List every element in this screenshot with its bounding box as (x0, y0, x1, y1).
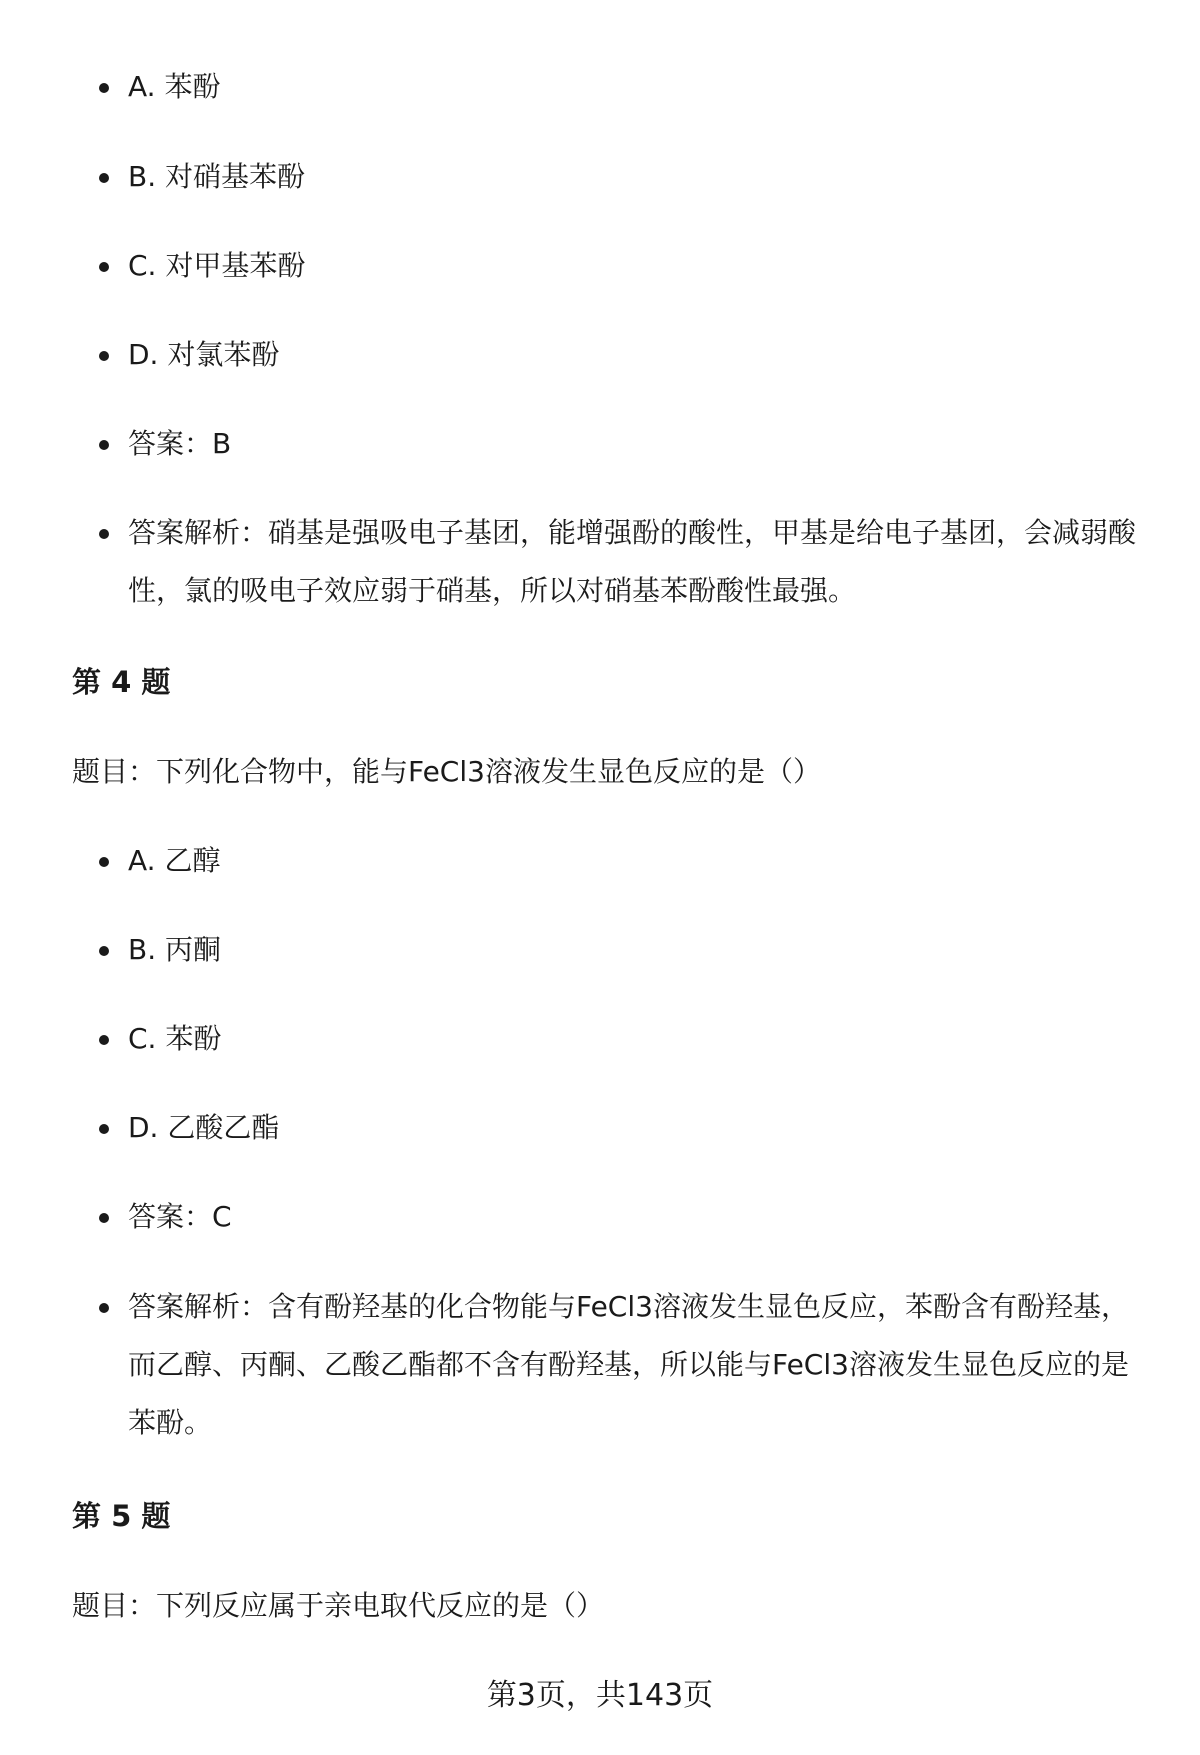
q3-analysis (128, 504, 1148, 620)
option-text: B. 对硝基苯酚 (128, 160, 306, 193)
q4-option-d (128, 1099, 1148, 1157)
q4-answer (128, 1188, 1148, 1246)
q3-option-d (128, 326, 1148, 384)
bullet-icon (99, 1303, 109, 1313)
analysis-text: 答案解析：含有酚羟基的化合物能与FeCl3溶液发生显色反应，苯酚含有酚羟基，而乙醇、丙酮、乙酸乙酯都不含有酚羟基，所以能与FeCl3溶液发生显色反应的是苯酚。 (128, 1290, 1129, 1439)
option-text: D. 对氯苯酚 (128, 338, 280, 371)
option-text: B. 丙酮 (128, 933, 222, 966)
answer-text: 答案：B (128, 427, 232, 460)
bullet-icon (99, 857, 109, 867)
option-text: A. 苯酚 (128, 70, 221, 103)
answer-text: 答案：C (128, 1200, 232, 1233)
bullet-icon (99, 440, 109, 450)
q3-answer (128, 415, 1148, 473)
bullet-icon (99, 1035, 109, 1045)
q4-option-c (128, 1010, 1148, 1068)
option-text: C. 苯酚 (128, 1022, 222, 1055)
page-number-footer: 第3页，共143页 (486, 1678, 714, 1713)
bullet-icon (99, 1213, 109, 1223)
bullet-icon (99, 83, 109, 93)
option-text: C. 对甲基苯酚 (128, 249, 306, 282)
q5-question: 题目：下列反应属于亲电取代反应的是（） (72, 1589, 605, 1622)
analysis-text: 答案解析：硝基是强吸电子基团，能增强酚的酸性，甲基是给电子基团，会减弱酸性，氯的吸电子效应弱于硝基，所以对硝基苯酚酸性最强。 (128, 516, 1137, 607)
bullet-icon (99, 262, 109, 272)
q4-option-a (128, 832, 1148, 890)
q4-option-b (128, 921, 1148, 979)
bullet-icon (99, 946, 109, 956)
q3-option-c (128, 237, 1148, 295)
option-text: A. 乙醇 (128, 844, 221, 877)
q4-question: 题目：下列化合物中，能与FeCl3溶液发生显色反应的是（） (72, 755, 821, 788)
q3-option-b (128, 148, 1148, 206)
q4-heading: 第 4 题 (72, 665, 171, 699)
q5-heading: 第 5 题 (72, 1499, 171, 1533)
bullet-icon (99, 173, 109, 183)
bullet-icon (99, 529, 109, 539)
option-text: D. 乙酸乙酯 (128, 1111, 280, 1144)
bullet-icon (99, 351, 109, 361)
bullet-icon (99, 1124, 109, 1134)
q4-analysis (128, 1278, 1148, 1452)
q3-option-a (128, 58, 1148, 116)
